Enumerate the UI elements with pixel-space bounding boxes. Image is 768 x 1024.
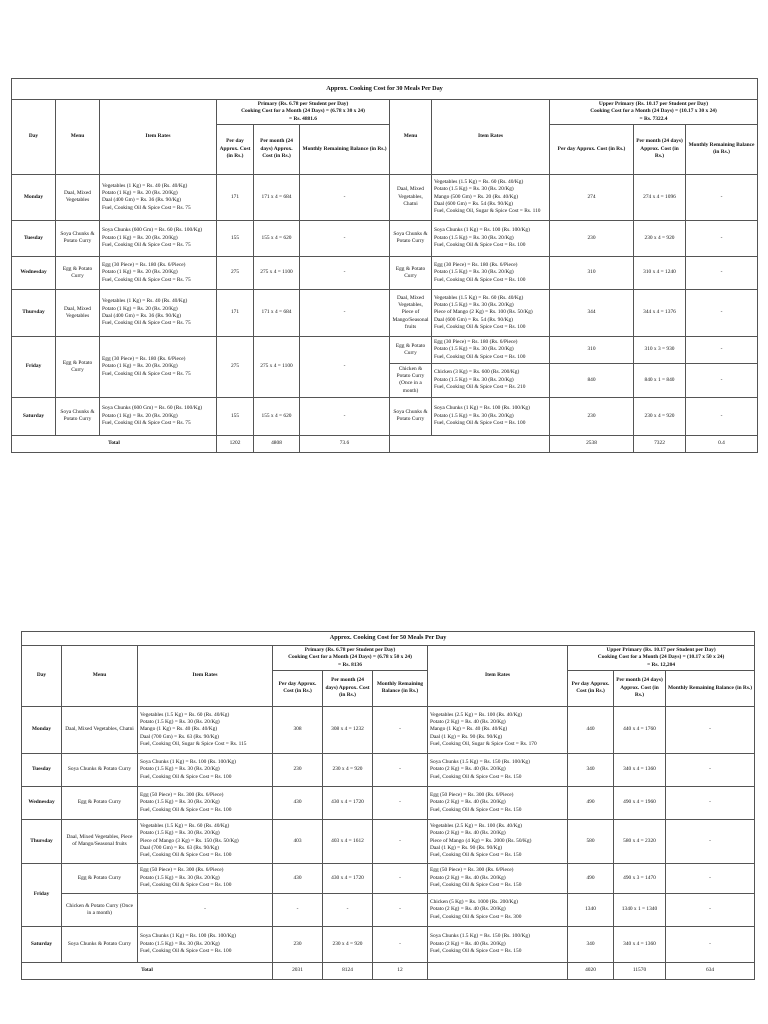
per-day-cell: 275 bbox=[217, 256, 254, 289]
table-row bbox=[22, 706, 755, 753]
item-rates-cell: Soya Chunks (600 Gm) = Rs. 60 (Rs. 100/Kg) Potato (1 Kg) = Rs. 20 (Rs. 20/Kg) Fuel, Cooking Oil & Spice Cost = Rs. 75 bbox=[100, 397, 217, 435]
total-per-day-upper: 2538 bbox=[550, 435, 634, 452]
per-day-cell-upper: 1340 bbox=[568, 893, 614, 926]
per-day-cell-upper: 344 bbox=[550, 289, 634, 336]
col-header-day: Day bbox=[12, 100, 56, 175]
table-title: Approx. Cooking Cost for 50 Meals Per Day bbox=[22, 632, 755, 646]
balance-cell: - bbox=[373, 706, 428, 753]
per-month-cell-upper: 344 x 4 = 1376 bbox=[634, 289, 686, 336]
menu-cell: Daal, Mixed Vegetables, Chatni bbox=[62, 706, 138, 753]
balance-cell: - bbox=[300, 174, 390, 220]
col-header-menu: Menu bbox=[56, 100, 100, 175]
menu-cell: Soya Chunks & Potato Curry bbox=[62, 753, 138, 786]
per-month-cell-upper: 230 x 4 = 920 bbox=[634, 397, 686, 435]
item-rates-cell: Vegetables (1 Kg) = Rs. 40 (Rs. 40/Kg) Potato (1 Kg) = Rs. 20 (Rs. 20/Kg) Daal (400 Gm) = Rs. 36 (Rs. 90/Kg) Fuel, Cooking Oil & Spice Cost = Rs. 75 bbox=[100, 289, 217, 336]
balance-cell-upper: - bbox=[666, 893, 755, 926]
menu-cell: Egg & Potato Curry bbox=[62, 786, 138, 819]
total-balance: 73.6 bbox=[300, 435, 390, 452]
day-cell: Saturday bbox=[12, 397, 56, 435]
menu-cell: Daal, Mixed Vegetables bbox=[56, 174, 100, 220]
balance-cell: - bbox=[300, 256, 390, 289]
per-day-cell-upper: 490 bbox=[568, 786, 614, 819]
cost-table-50-meals bbox=[21, 631, 755, 980]
table-row bbox=[12, 336, 758, 363]
day-cell: Monday bbox=[12, 174, 56, 220]
per-month-cell-upper: 840 x 1 = 840 bbox=[634, 363, 686, 397]
item-rates-cell-upper: Egg (30 Piece) = Rs. 180 (Rs. 6/Piece) Potato (1.5 Kg) = Rs. 30 (Rs. 20/Kg) Fuel, Cooking Oil & Spice Cost = Rs. 100 bbox=[432, 336, 550, 363]
total-balance-upper: 0.4 bbox=[686, 435, 758, 452]
per-month-cell-upper: 310 x 4 = 1240 bbox=[634, 256, 686, 289]
col-header-item-rates-upper: Item Rates bbox=[432, 100, 550, 175]
per-month-cell: 275 x 4 = 1100 bbox=[254, 336, 300, 397]
balance-cell-upper: - bbox=[666, 786, 755, 819]
item-rates-cell-upper: Soya Chunks (1.5 Kg) = Rs. 150 (Rs. 100/Kg) Potato (2 Kg) = Rs. 40 (Rs. 20/Kg) Fuel, Cooking Oil & Spice Cost = Rs. 150 bbox=[428, 926, 568, 962]
per-month-cell-upper: 340 x 4 = 1360 bbox=[614, 753, 666, 786]
per-month-cell: 230 x 4 = 920 bbox=[323, 753, 373, 786]
cost-table-30-meals bbox=[11, 78, 758, 453]
total-per-month: 4808 bbox=[254, 435, 300, 452]
table-row bbox=[12, 256, 758, 289]
col-header-menu-upper: Menu bbox=[390, 100, 432, 175]
total-spacer bbox=[428, 962, 568, 979]
item-rates-cell: Vegetables (1.5 Kg) = Rs. 60 (Rs. 40/Kg) Potato (1.5 Kg) = Rs. 30 (Rs. 20/Kg) Piece of Mango (3 Kg) = Rs. 150 (Rs. 50/Kg) Daal (700 Gm) = Rs. 63 (Rs. 90/Kg) Fuel, Cooking Oil & Spice Cost = Rs. 100 bbox=[138, 819, 273, 863]
day-cell: Friday bbox=[12, 336, 56, 397]
col-header-item-rates: Item Rates bbox=[138, 646, 273, 707]
balance-cell-upper: - bbox=[686, 289, 758, 336]
menu-cell-upper: Daal, Mixed Vegetables, Chatni bbox=[390, 174, 432, 220]
per-day-cell: 430 bbox=[273, 863, 323, 893]
per-day-cell-upper: 840 bbox=[550, 363, 634, 397]
per-day-cell: 171 bbox=[217, 289, 254, 336]
balance-cell-upper: - bbox=[686, 397, 758, 435]
item-rates-cell: Vegetables (1.5 Kg) = Rs. 60 (Rs. 40/Kg) Potato (1.5 Kg) = Rs. 30 (Rs. 20/Kg) Mango (1 Kg) = Rs. 40 (Rs. 40/Kg) Daal (700 Gm) = Rs. 63 (Rs. 90/Kg) Fuel, Cooking Oil, Sugar & Spice Cost = Rs. 115 bbox=[138, 706, 273, 753]
day-cell: Monday bbox=[22, 706, 62, 753]
item-rates-cell-upper: Egg (30 Piece) = Rs. 180 (Rs. 6/Piece) Potato (1.5 Kg) = Rs. 30 (Rs. 20/Kg) Fuel, Cooking Oil & Spice Cost = Rs. 100 bbox=[432, 256, 550, 289]
per-day-cell-upper: 230 bbox=[550, 220, 634, 256]
per-month-cell: 155 x 4 = 620 bbox=[254, 397, 300, 435]
item-rates-cell: Soya Chunks (1 Kg) = Rs. 100 (Rs. 100/Kg) Potato (1.5 Kg) = Rs. 30 (Rs. 20/Kg) Fuel, Cooking Oil & Spice Cost = Rs. 100 bbox=[138, 926, 273, 962]
col-header-balance-upper: Monthly Remaining Balance (in Rs.) bbox=[686, 124, 758, 174]
balance-cell-upper: - bbox=[666, 753, 755, 786]
table-row bbox=[12, 220, 758, 256]
menu-cell-upper: Soya Chunks & Potato Curry bbox=[390, 397, 432, 435]
col-header-balance: Monthly Remaining Balance (in Rs.) bbox=[373, 670, 428, 706]
item-rates-cell: Soya Chunks (1 Kg) = Rs. 100 (Rs. 100/Kg) Potato (1.5 Kg) = Rs. 30 (Rs. 20/Kg) Fuel, Cooking Oil & Spice Cost = Rs. 100 bbox=[138, 753, 273, 786]
menu-cell: Soya Chunks & Potato Curry bbox=[62, 926, 138, 962]
balance-cell: - bbox=[373, 863, 428, 893]
col-header-per-day: Per day Approx. Cost (in Rs.) bbox=[217, 124, 254, 174]
per-day-cell-upper: 490 bbox=[568, 863, 614, 893]
item-rates-cell: Egg (30 Piece) = Rs. 180 (Rs. 6/Piece) Potato (1 Kg) = Rs. 20 (Rs. 20/Kg) Fuel, Cooking Oil & Spice Cost = Rs. 75 bbox=[100, 336, 217, 397]
col-header-per-month: Per month (24 days) Approx. Cost (in Rs.) bbox=[323, 670, 373, 706]
col-header-per-month: Per month (24 days) Approx. Cost (in Rs.) bbox=[254, 124, 300, 174]
table-row bbox=[22, 753, 755, 786]
per-day-cell-upper: 440 bbox=[568, 706, 614, 753]
per-month-cell-upper: 230 x 4 = 920 bbox=[634, 220, 686, 256]
balance-cell: - bbox=[373, 893, 428, 926]
per-day-cell-upper: 340 bbox=[568, 926, 614, 962]
col-header-per-month-upper: Per month (24 days) Approx. Cost (in Rs.) bbox=[614, 670, 666, 706]
balance-cell: - bbox=[300, 397, 390, 435]
menu-cell-upper: Chicken & Potato Curry (Once in a month) bbox=[390, 363, 432, 397]
day-cell: Friday bbox=[22, 863, 62, 926]
total-label: Total bbox=[12, 435, 217, 452]
item-rates-cell: Egg (30 Piece) = Rs. 180 (Rs. 6/Piece) Potato (1 Kg) = Rs. 20 (Rs. 20/Kg) Fuel, Cooking Oil & Spice Cost = Rs. 75 bbox=[100, 256, 217, 289]
item-rates-cell-upper: Soya Chunks (1 Kg) = Rs. 100 (Rs. 100/Kg) Potato (1.5 Kg) = Rs. 30 (Rs. 20/Kg) Fuel, Cooking Oil & Spice Cost = Rs. 100 bbox=[432, 397, 550, 435]
item-rates-cell: - bbox=[138, 893, 273, 926]
balance-cell-upper: - bbox=[686, 336, 758, 363]
per-day-cell-upper: 310 bbox=[550, 256, 634, 289]
upper-primary-section-header: Upper Primary (Rs. 10.17 per Student per Day) Cooking Cost for a Month (24 Days) = (10.17 x 50 x 24) = Rs. 12,204 bbox=[568, 646, 755, 671]
total-per-day: 1202 bbox=[217, 435, 254, 452]
table-row bbox=[22, 863, 755, 893]
total-per-month: 8124 bbox=[323, 962, 373, 979]
item-rates-cell-upper: Chicken (3 Kg) = Rs. 600 (Rs. 200/Kg) Potato (1.5 Kg) = Rs. 30 (Rs. 20/Kg) Fuel, Cooking Oil & Spice Cost = Rs. 210 bbox=[432, 363, 550, 397]
total-per-day: 2031 bbox=[273, 962, 323, 979]
day-cell: Tuesday bbox=[12, 220, 56, 256]
upper-primary-section-header: Upper Primary (Rs. 10.17 per Student per Day) Cooking Cost for a Month (24 Days) = (10.17 x 30 x 24) = Rs. 7322.4 bbox=[550, 100, 758, 125]
col-header-per-day: Per day Approx. Cost (in Rs.) bbox=[273, 670, 323, 706]
day-cell: Thursday bbox=[12, 289, 56, 336]
per-month-cell: 275 x 4 = 1100 bbox=[254, 256, 300, 289]
per-month-cell-upper: 440 x 4 = 1760 bbox=[614, 706, 666, 753]
col-header-menu: Menu bbox=[62, 646, 138, 707]
day-cell: Thursday bbox=[22, 819, 62, 863]
balance-cell: - bbox=[300, 289, 390, 336]
total-row bbox=[22, 962, 755, 979]
balance-cell-upper: - bbox=[686, 174, 758, 220]
balance-cell: - bbox=[373, 786, 428, 819]
total-per-month-upper: 7322 bbox=[634, 435, 686, 452]
day-cell: Wednesday bbox=[12, 256, 56, 289]
table-row bbox=[22, 893, 755, 926]
menu-cell-upper: Daal, Mixed Vegetables, Piece of Mango/Seasonal fruits bbox=[390, 289, 432, 336]
col-header-per-day-upper: Per day Approx. Cost (in Rs.) bbox=[568, 670, 614, 706]
per-day-cell: 430 bbox=[273, 786, 323, 819]
balance-cell-upper: - bbox=[686, 220, 758, 256]
per-day-cell: 275 bbox=[217, 336, 254, 397]
per-day-cell-upper: 340 bbox=[568, 753, 614, 786]
primary-section-header: Primary (Rs. 6.78 per Student per Day) Cooking Cost for a Month (24 Days) = (6.78 x 50 x 24) = Rs. 8136 bbox=[273, 646, 428, 671]
table-row bbox=[12, 289, 758, 336]
menu-cell-upper: Egg & Potato Curry bbox=[390, 256, 432, 289]
per-day-cell: 403 bbox=[273, 819, 323, 863]
per-month-cell: 155 x 4 = 620 bbox=[254, 220, 300, 256]
per-month-cell: - bbox=[323, 893, 373, 926]
per-day-cell: 230 bbox=[273, 926, 323, 962]
col-header-item-rates-upper: Item Rates bbox=[428, 646, 568, 707]
table-row bbox=[22, 926, 755, 962]
total-label: Total bbox=[22, 962, 273, 979]
menu-cell: Egg & Potato Curry bbox=[56, 336, 100, 397]
per-month-cell-upper: 580 x 4 = 2320 bbox=[614, 819, 666, 863]
balance-cell-upper: - bbox=[666, 926, 755, 962]
col-header-balance: Monthly Remaining Balance (in Rs.) bbox=[300, 124, 390, 174]
item-rates-cell-upper: Chicken (5 Kg) = Rs. 1000 (Rs. 200/Kg) Potato (2 Kg) = Rs. 40 (Rs. 20/Kg) Fuel, Cooking Oil & Spice Cost = Rs. 300 bbox=[428, 893, 568, 926]
item-rates-cell-upper: Vegetables (1.5 Kg) = Rs. 60 (Rs. 40/Kg) Potato (1.5 Kg) = Rs. 30 (Rs. 20/Kg) Mango (500 Gm) = Rs. 20 (Rs. 40/Kg) Daal (600 Gm) = Rs. 54 (Rs. 90/Kg) Fuel, Cooking Oil, Sugar & Spice Cost = Rs. 110 bbox=[432, 174, 550, 220]
per-day-cell-upper: 310 bbox=[550, 336, 634, 363]
per-month-cell: 403 x 4 = 1612 bbox=[323, 819, 373, 863]
per-month-cell: 171 x 4 = 684 bbox=[254, 174, 300, 220]
balance-cell-upper: - bbox=[666, 863, 755, 893]
table-row bbox=[12, 174, 758, 220]
per-day-cell: - bbox=[273, 893, 323, 926]
day-cell: Tuesday bbox=[22, 753, 62, 786]
balance-cell: - bbox=[300, 220, 390, 256]
item-rates-cell: Vegetables (1 Kg) = Rs. 40 (Rs. 40/Kg) Potato (1 Kg) = Rs. 20 (Rs. 20/Kg) Daal (400 Gm) = Rs. 36 (Rs. 90/Kg) Fuel, Cooking Oil & Spice Cost = Rs. 75 bbox=[100, 174, 217, 220]
balance-cell: - bbox=[373, 926, 428, 962]
balance-cell-upper: - bbox=[666, 819, 755, 863]
balance-cell-upper: - bbox=[666, 706, 755, 753]
item-rates-cell-upper: Soya Chunks (1.5 Kg) = Rs. 150 (Rs. 100/Kg) Potato (2 Kg) = Rs. 40 (Rs. 20/Kg) Fuel, Cooking Oil & Spice Cost = Rs. 150 bbox=[428, 753, 568, 786]
table-row bbox=[22, 819, 755, 863]
total-balance-upper: 634 bbox=[666, 962, 755, 979]
day-cell: Wednesday bbox=[22, 786, 62, 819]
item-rates-cell-upper: Vegetables (2.5 Kg) = Rs. 100 (Rs. 40/Kg) Potato (2 Kg) = Rs. 40 (Rs. 20/Kg) Piece of Mango (4 Kg) = Rs. 2000 (Rs. 50/Kg) Daal (1 Kg) = Rs. 90 (Rs. 90/Kg) Fuel, Cooking Oil & Spice Cost = Rs. 150 bbox=[428, 819, 568, 863]
per-month-cell: 430 x 4 = 1720 bbox=[323, 863, 373, 893]
table-title: Approx. Cooking Cost for 30 Meals Per Day bbox=[12, 79, 758, 100]
per-month-cell: 430 x 4 = 1720 bbox=[323, 786, 373, 819]
per-day-cell-upper: 580 bbox=[568, 819, 614, 863]
per-day-cell: 155 bbox=[217, 220, 254, 256]
item-rates-cell: Egg (50 Piece) = Rs. 300 (Rs. 6/Piece) Potato (1.5 Kg) = Rs. 30 (Rs. 20/Kg) Fuel, Cooking Oil & Spice Cost = Rs. 100 bbox=[138, 863, 273, 893]
menu-cell: Egg & Potato Curry bbox=[56, 256, 100, 289]
menu-cell: Daal, Mixed Vegetables bbox=[56, 289, 100, 336]
per-month-cell-upper: 274 x 4 = 1096 bbox=[634, 174, 686, 220]
total-spacer bbox=[390, 435, 550, 452]
menu-cell: Chicken & Potato Curry (Once in a month) bbox=[62, 893, 138, 926]
per-day-cell: 308 bbox=[273, 706, 323, 753]
per-month-cell-upper: 340 x 4 = 1360 bbox=[614, 926, 666, 962]
item-rates-cell-upper: Soya Chunks (1 Kg) = Rs. 100 (Rs. 100/Kg) Potato (1.5 Kg) = Rs. 30 (Rs. 20/Kg) Fuel, Cooking Oil & Spice Cost = Rs. 100 bbox=[432, 220, 550, 256]
per-month-cell: 308 x 4 = 1232 bbox=[323, 706, 373, 753]
per-month-cell-upper: 310 x 3 = 930 bbox=[634, 336, 686, 363]
item-rates-cell-upper: Egg (50 Piece) = Rs. 300 (Rs. 6/Piece) Potato (2 Kg) = Rs. 40 (Rs. 20/Kg) Fuel, Cooking Oil & Spice Cost = Rs. 150 bbox=[428, 786, 568, 819]
total-per-day-upper: 4020 bbox=[568, 962, 614, 979]
balance-cell-upper: - bbox=[686, 256, 758, 289]
total-row bbox=[12, 435, 758, 452]
balance-cell: - bbox=[373, 819, 428, 863]
per-day-cell: 230 bbox=[273, 753, 323, 786]
menu-cell: Egg & Potato Curry bbox=[62, 863, 138, 893]
table-row bbox=[22, 786, 755, 819]
item-rates-cell-upper: Vegetables (2.5 Kg) = Rs. 100 (Rs. 40/Kg) Potato (2 Kg) = Rs. 40 (Rs. 20/Kg) Mango (1 Kg) = Rs. 40 (Rs. 40/Kg) Daal (1 Kg) = Rs. 90 (Rs. 90/Kg) Fuel, Cooking Oil, Sugar & Spice Cost = Rs. 170 bbox=[428, 706, 568, 753]
balance-cell-upper: - bbox=[686, 363, 758, 397]
per-day-cell: 155 bbox=[217, 397, 254, 435]
day-cell: Saturday bbox=[22, 926, 62, 962]
balance-cell: - bbox=[373, 753, 428, 786]
total-balance: 12 bbox=[373, 962, 428, 979]
per-month-cell: 230 x 4 = 920 bbox=[323, 926, 373, 962]
menu-cell: Soya Chunks & Potato Curry bbox=[56, 220, 100, 256]
per-month-cell-upper: 1340 x 1 = 1340 bbox=[614, 893, 666, 926]
total-per-month-upper: 11570 bbox=[614, 962, 666, 979]
per-day-cell-upper: 274 bbox=[550, 174, 634, 220]
per-day-cell: 171 bbox=[217, 174, 254, 220]
col-header-day: Day bbox=[22, 646, 62, 707]
menu-cell-upper: Egg & Potato Curry bbox=[390, 336, 432, 363]
item-rates-cell-upper: Egg (50 Piece) = Rs. 300 (Rs. 6/Piece) Potato (2 Kg) = Rs. 40 (Rs. 20/Kg) Fuel, Cooking Oil & Spice Cost = Rs. 150 bbox=[428, 863, 568, 893]
balance-cell: - bbox=[300, 336, 390, 397]
menu-cell: Soya Chunks & Potato Curry bbox=[56, 397, 100, 435]
col-header-per-month-upper: Per month (24 days) Approx. Cost (in Rs.) bbox=[634, 124, 686, 174]
per-month-cell: 171 x 4 = 684 bbox=[254, 289, 300, 336]
col-header-balance-upper: Monthly Remaining Balance (in Rs.) bbox=[666, 670, 755, 706]
per-month-cell-upper: 490 x 3 = 1470 bbox=[614, 863, 666, 893]
item-rates-cell: Egg (50 Piece) = Rs. 300 (Rs. 6/Piece) Potato (1.5 Kg) = Rs. 30 (Rs. 20/Kg) Fuel, Cooking Oil & Spice Cost = Rs. 100 bbox=[138, 786, 273, 819]
menu-cell-upper: Soya Chunks & Potato Curry bbox=[390, 220, 432, 256]
item-rates-cell: Soya Chunks (600 Gm) = Rs. 60 (Rs. 100/Kg) Potato (1 Kg) = Rs. 20 (Rs. 20/Kg) Fuel, Cooking Oil & Spice Cost = Rs. 75 bbox=[100, 220, 217, 256]
per-month-cell-upper: 490 x 4 = 1960 bbox=[614, 786, 666, 819]
item-rates-cell-upper: Vegetables (1.5 Kg) = Rs. 60 (Rs. 40/Kg) Potato (1.5 Kg) = Rs. 30 (Rs. 20/Kg) Piece of Mango (2 Kg) = Rs. 100 (Rs. 50/Kg) Daal (600 Gm) = Rs. 54 (Rs. 90/Kg) Fuel, Cooking Oil & Spice Cost = Rs. 100 bbox=[432, 289, 550, 336]
col-header-per-day-upper: Per day Approx. Cost (in Rs.) bbox=[550, 124, 634, 174]
menu-cell: Daal, Mixed Vegetables, Piece of Mango/Seasonal fruits bbox=[62, 819, 138, 863]
primary-section-header: Primary (Rs. 6.78 per Student per Day) Cooking Cost for a Month (24 Days) = (6.78 x 30 x 24) = Rs. 4881.6 bbox=[217, 100, 390, 125]
table-row bbox=[12, 397, 758, 435]
col-header-item-rates: Item Rates bbox=[100, 100, 217, 175]
per-day-cell-upper: 230 bbox=[550, 397, 634, 435]
